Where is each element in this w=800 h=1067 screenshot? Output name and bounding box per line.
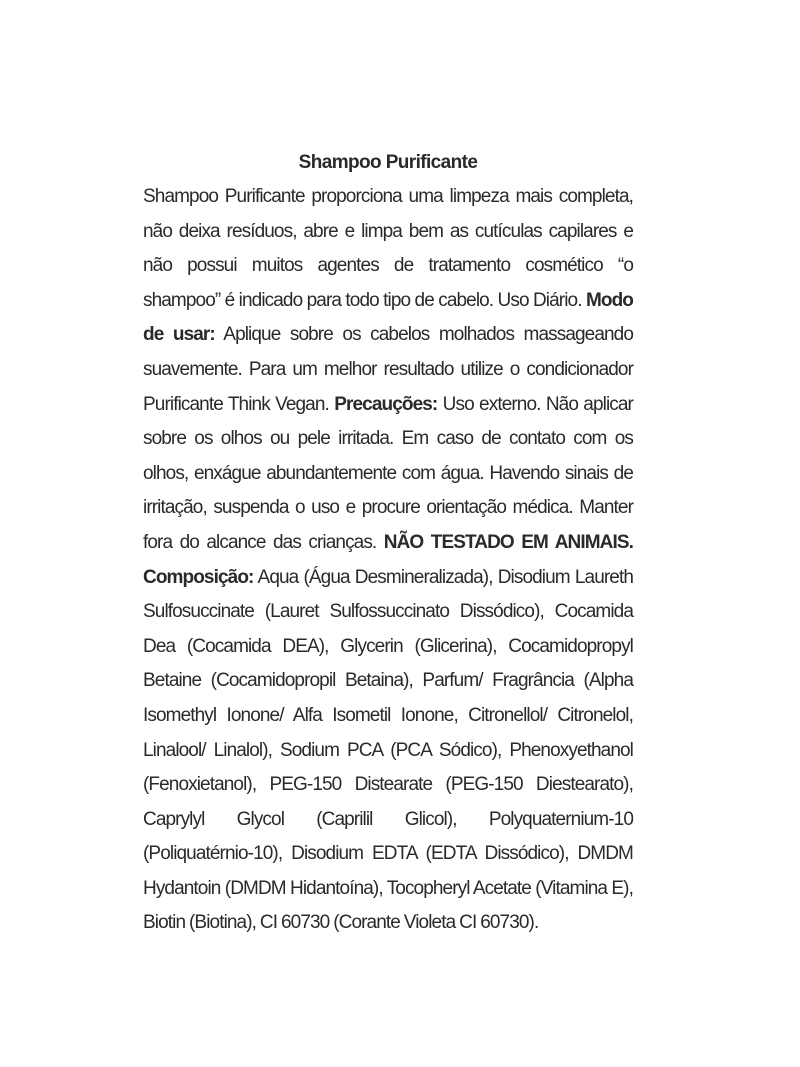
product-description [143, 150, 633, 941]
usage-text: Aplique sobre os cabelos molhados massageando suavemente. Para um melhor resultado utilize o condicionador Purificante Think Vegan. [143, 324, 634, 415]
product-title: Shampoo Purificante [298, 152, 478, 173]
intro-text: Shampoo Purificante proporciona uma limpeza mais completa, não deixa resíduos, abre e limpa bem as cutículas capilares e não possui muitos agentes de tratamento cosmético “o shampoo” é indicado para todo tipo de cabelo. Uso Diário. [143, 186, 633, 311]
composition-label: Composição: [143, 566, 254, 588]
precautions-text: Uso externo. Não aplicar sobre os olhos ou pele irritada. Em caso de contato com os olhos, enxágue abundantemente com água. Havendo sinais de irritação, suspenda o uso e procure orientação médica. Manter fora do alcance das crianças. [143, 393, 633, 553]
usage-label: Modo de usar: [143, 289, 633, 346]
precautions-label: Precauções: [334, 393, 438, 415]
description-paragraph [143, 180, 633, 941]
animal-testing-label: NÃO TESTADO EM ANIMAIS. [383, 531, 633, 553]
composition-text: Aqua (Água Desmineralizada), Disodium Laureth Sulfosuccinate (Lauret Sulfossuccinato Dissódico), Cocamida Dea (Cocamida DEA), Glycerin (Glicerina), Cocamidopropyl Betaine (Cocamidopropil Betaina), Parfum/ Fragrância (Alpha Isomethyl Ionone/ Alfa Isometil Ionone, Citronellol/ Citronelol, Linalool/ Linalol), Sodium PCA (PCA Sódico), Phenoxyethanol (Fenoxietanol), PEG-150 Distearate (PEG-150 Diestearato), Caprylyl Glycol (Caprilil Glicol), Polyquaternium-10 (Poliquatérnio-10), Disodium EDTA (EDTA Dissódico), DMDM Hydantoin (DMDM Hidantoína), Tocopheryl Acetate (Vitamina E), Biotin (Biotina), CI 60730 (Corante Violeta CI 60730). [143, 566, 633, 934]
